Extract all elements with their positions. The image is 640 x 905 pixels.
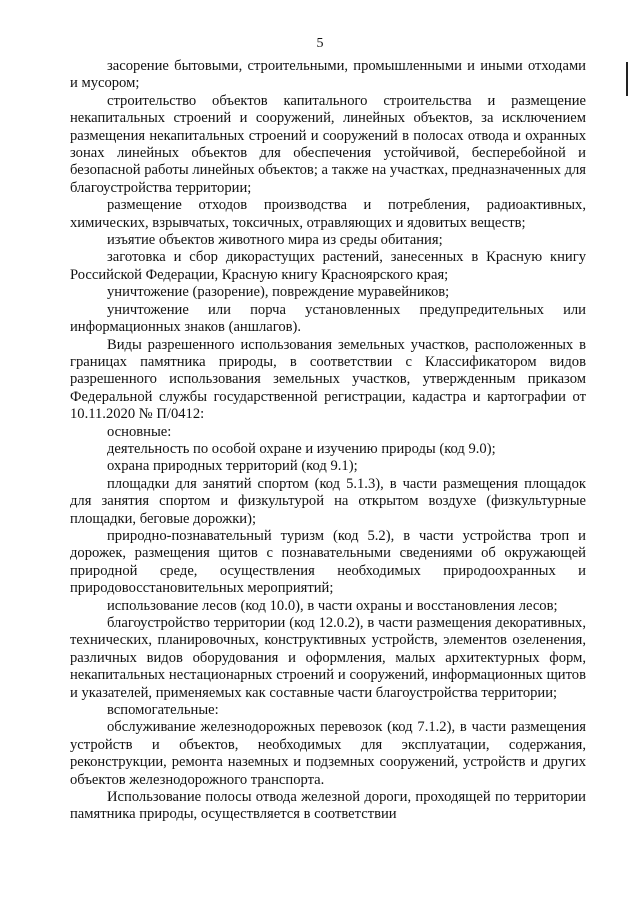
paragraph-plants: заготовка и сбор дикорастущих растений, занесенных в Красную книгу Российской Федерации, Красную книгу Красноярского края; — [70, 249, 586, 283]
paragraph-waste: размещение отходов производства и потребления, радиоактивных, химических, взрывчатых, токсичных, отравляющих и ядовитых веществ; — [70, 197, 586, 231]
list-item: обслуживание железнодорожных перевозок (код 7.1.2), в части размещения устройств и объектов, необходимых для эксплуатации, содержания, реконструкции, ремонта наземных и подземных сооружений, устройств и других объектов железнодорожного транспорта. — [70, 719, 586, 788]
list-item: деятельность по особой охране и изучению природы (код 9.0); — [107, 440, 496, 457]
list-item: природно-познавательный туризм (код 5.2), в части устройства троп и дорожек, размещения щитов с познавательными сведениями об окружающей природной среде, осуществления необходимых природоохранных и природовосстановительных мероприятий; — [70, 527, 586, 597]
paragraph-anthills: уничтожение (разорение), повреждение муравейников; — [107, 284, 450, 301]
heading-main-uses: основные: — [107, 423, 172, 440]
list-item: использование лесов (код 10.0), в части охраны и восстановления лесов; — [107, 597, 558, 614]
list-item: благоустройство территории (код 12.0.2), в части размещения декоративных, технических, планировочных, конструктивных устройств, элементов озеленения, различных видов оборудования и оформления, малых архитектурных форм, некапитальных нестационарных строений и сооружений, информационных щитов и указателей, применяемых как составные части благоустройства территории; — [70, 615, 586, 701]
paragraph-signs: уничтожение или порча установленных предупредительных или информационных знаков (аншлагов). — [70, 301, 586, 336]
page-number: 5 — [316, 36, 324, 51]
margin-mark — [626, 62, 628, 96]
paragraph-right-of-way: Использование полосы отвода железной дороги, проходящей по территории памятника природы, осуществляется в соответствии — [70, 789, 586, 823]
document-body — [70, 58, 586, 824]
heading-auxiliary-uses: вспомогательные: — [107, 702, 219, 719]
paragraph-wildlife: изъятие объектов животного мира из среды обитания; — [107, 232, 443, 249]
paragraph-littering: засорение бытовыми, строительными, промышленными и иными отходами и мусором; — [70, 58, 586, 92]
list-item: охрана природных территорий (код 9.1); — [107, 458, 358, 475]
paragraph-construction: строительство объектов капитального строительства и размещение некапитальных строений и сооружений, линейных объектов, за исключением размещения некапитальных строений и сооружений в полосах отвода и охранных зонах линейных объектов для обеспечения устойчивой, бесперебойной и безопасной работы линейных объектов; а также на участках, предназначенных для благоустройства территории; — [70, 92, 586, 196]
paragraph-land-use-intro: Виды разрешенного использования земельных участков, расположенных в границах памятника природы, в соответствии с Классификатором видов разрешенного использования земельных участков, утвержденным приказом Федеральной службы государственной регистрации, кадастра и картографии от 10.11.2020 № П/0412: — [70, 336, 586, 423]
list-item: площадки для занятий спортом (код 5.1.3), в части размещения площадок для занятия спортом и физкультурой на открытом воздухе (физкультурные площадки, беговые дорожки); — [70, 475, 586, 527]
